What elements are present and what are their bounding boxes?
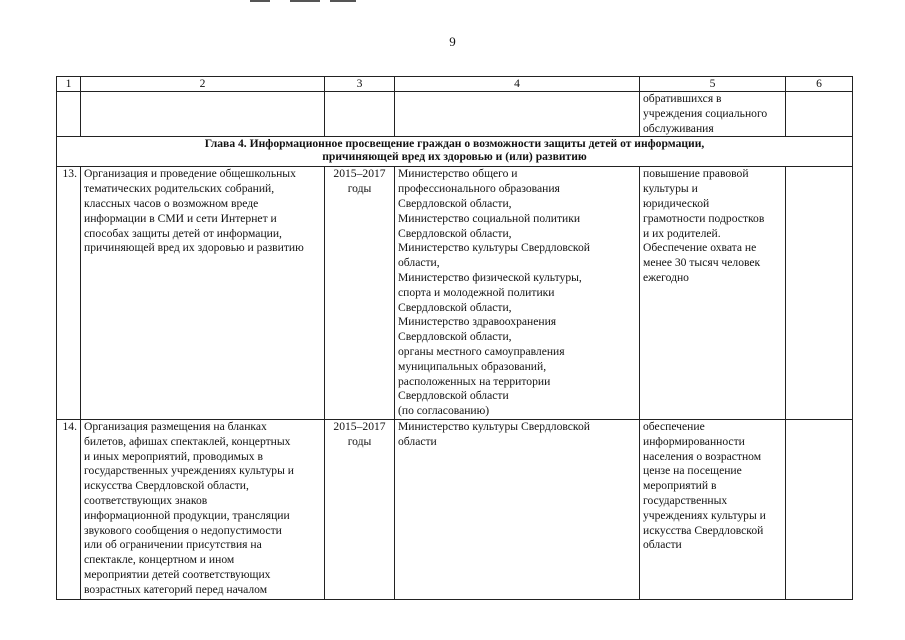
column-number: 4 xyxy=(395,77,640,92)
note-cell xyxy=(786,419,853,599)
column-number: 2 xyxy=(81,77,325,92)
activity-cell xyxy=(81,167,325,420)
result-cell xyxy=(640,92,786,137)
column-number: 1 xyxy=(57,77,81,92)
result-cell xyxy=(640,419,786,599)
result-cell xyxy=(640,167,786,420)
row-number: 13. xyxy=(57,167,81,420)
activity-text: Организация и проведение общешкольных тематических родительских собраний, классных часов о возможном вреде информации в СМИ и сети Интернет и способах защиты детей от информации, причиняющей вред их здоровью и развитию xyxy=(84,167,304,255)
executor-text: Министерство культуры Свердловской области xyxy=(398,419,590,448)
note-cell xyxy=(786,167,853,420)
table-row xyxy=(57,419,853,599)
result-text: обратившихся в учреждения социального обслуживания xyxy=(643,92,768,135)
executor-text: Министерство общего и профессионального образования Свердловской области, Министерство социальной политики Свердловской области, Министерство культуры Свердловской области, Министерство физической культуры, спорта и молодежной политики Свердловской области, Министерство здравоохранения Свердловской области, органы местного самоуправления муниципальных образований, расположенных на территории Свердловской области (по согласованию) xyxy=(398,167,590,418)
continuation-row xyxy=(57,92,853,137)
period-cell xyxy=(325,419,395,599)
period-cell xyxy=(325,92,395,137)
period-text: 2015–2017 годы xyxy=(333,419,386,448)
chapter-title: Глава 4. Информационное просвещение граждан о возможности защиты детей от информации, причиняющей вред их здоровью и (или) развитию xyxy=(204,137,705,164)
activity-cell xyxy=(81,92,325,137)
period-text: 2015–2017 годы xyxy=(333,167,386,196)
measures-table xyxy=(56,76,853,600)
executor-cell xyxy=(395,419,640,599)
activity-cell xyxy=(81,419,325,599)
result-text: обеспечение информированности населения о возрастном цензе на посещение мероприятий в государственных учреждениях культуры и искусства Свердловской области xyxy=(643,419,766,552)
result-text: повышение правовой культуры и юридической грамотности подростков и их родителей. Обеспечение охвата не менее 30 тысяч человек ежегодно xyxy=(643,167,765,284)
page-number: 9 xyxy=(449,34,456,49)
table-row xyxy=(57,167,853,420)
activity-text: Организация размещения на бланках билетов, афишах спектаклей, концертных и иных мероприятий, проводимых в государственных учреждениях культуры и искусства Свердловской области, соответствующих знаков информационной продукции, трансляции звукового сообщения о недопустимости или об ограничении присутствия на спектакле, концертном и ином мероприятии детей соответствующих возрастных категорий перед началом xyxy=(84,419,294,596)
note-cell xyxy=(786,92,853,137)
executor-cell xyxy=(395,167,640,420)
row-number xyxy=(57,92,81,137)
column-number: 3 xyxy=(325,77,395,92)
column-number: 5 xyxy=(640,77,786,92)
scan-artifact-line xyxy=(290,0,320,2)
scan-artifact-line xyxy=(330,0,356,2)
row-number: 14. xyxy=(57,419,81,599)
scan-artifact-line xyxy=(250,0,270,2)
chapter-row xyxy=(57,137,853,167)
column-number-row xyxy=(57,77,853,92)
column-number: 6 xyxy=(786,77,853,92)
period-cell xyxy=(325,167,395,420)
chapter-heading xyxy=(57,137,853,167)
executor-cell xyxy=(395,92,640,137)
